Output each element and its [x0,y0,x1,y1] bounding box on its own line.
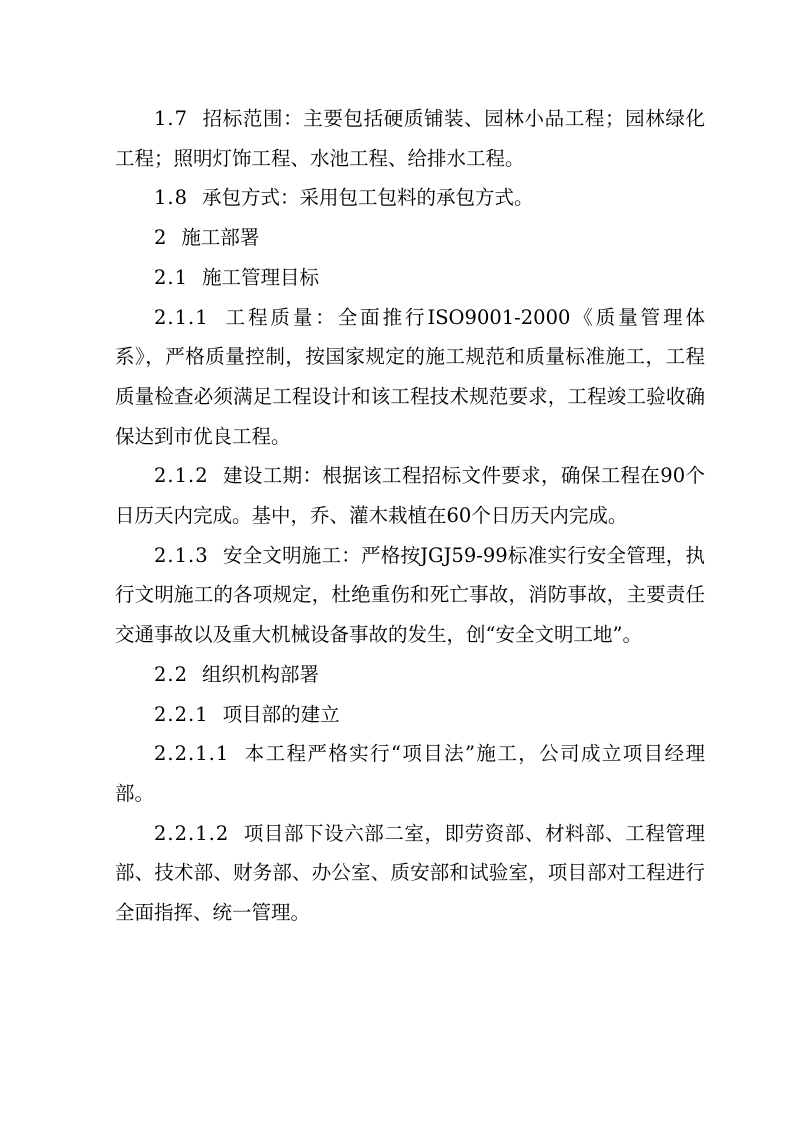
paragraph-2-2-1-1 [115,734,705,813]
heading-text: 施工管理目标 [202,265,320,289]
section-number: 2.2.1 [154,702,209,726]
section-number: 2 [154,226,168,250]
heading-2-2-1 [115,695,705,735]
section-number: 2.1.3 [154,543,209,567]
heading-2-2 [115,655,705,695]
paragraph-text: 项目部下设六部二室，即劳资部、材料部、工程管理部、技术部、财务部、办公室、质安部和试验室，项目部对工程进行全面指挥、统一管理。 [115,821,705,925]
section-number: 1.8 [154,186,189,210]
section-number: 2.2 [154,662,189,686]
heading-text: 施工部署 [181,226,260,250]
section-number: 2.1.1 [154,305,209,329]
paragraph-1-8 [115,178,705,218]
section-number: 2.1 [154,265,189,289]
paragraph-2-2-1-2 [115,814,705,933]
heading-2-1 [115,258,705,298]
heading-text: 组织机构部署 [202,662,320,686]
section-number: 2.1.2 [154,464,209,488]
paragraph-1-7 [115,99,705,178]
paragraph-text: 本工程严格实行“项目法”施工，公司成立项目经理部。 [115,742,705,805]
section-number: 2.2.1.1 [154,742,230,766]
section-number: 2.2.1.2 [154,821,230,845]
paragraph-2-1-3 [115,536,705,655]
paragraph-text: 安全文明施工：严格按JGJ59-99标准实行安全管理，执行文明施工的各项规定，杜绝重伤和死亡事故，消防事故，主要责任交通事故以及重大机械设备事故的发生，创“安全文明工地”。 [115,543,705,647]
section-number: 1.7 [154,107,189,130]
heading-2 [115,218,705,258]
paragraph-2-1-2 [115,456,705,535]
paragraph-2-1-1 [115,298,705,457]
paragraph-text: 建设工期：根据该工程招标文件要求，确保工程在90个日历天内完成。基中，乔、灌木栽植在60个日历天内完成。 [115,464,705,528]
heading-text: 项目部的建立 [222,702,340,726]
paragraph-text: 工程质量：全面推行ISO9001-2000《质量管理体系》，严格质量控制，按国家规定的施工规范和质量标准施工，工程质量检查必须满足工程设计和该工程技术规范要求，工程竣工验收确保达到市优良工程。 [115,305,705,448]
document-body [115,99,705,933]
paragraph-text: 招标范围：主要包括硬质铺装、园林小品工程；园林绿化工程；照明灯饰工程、水池工程、给排水工程。 [115,107,705,170]
paragraph-text: 承包方式：采用包工包料的承包方式。 [202,186,534,210]
